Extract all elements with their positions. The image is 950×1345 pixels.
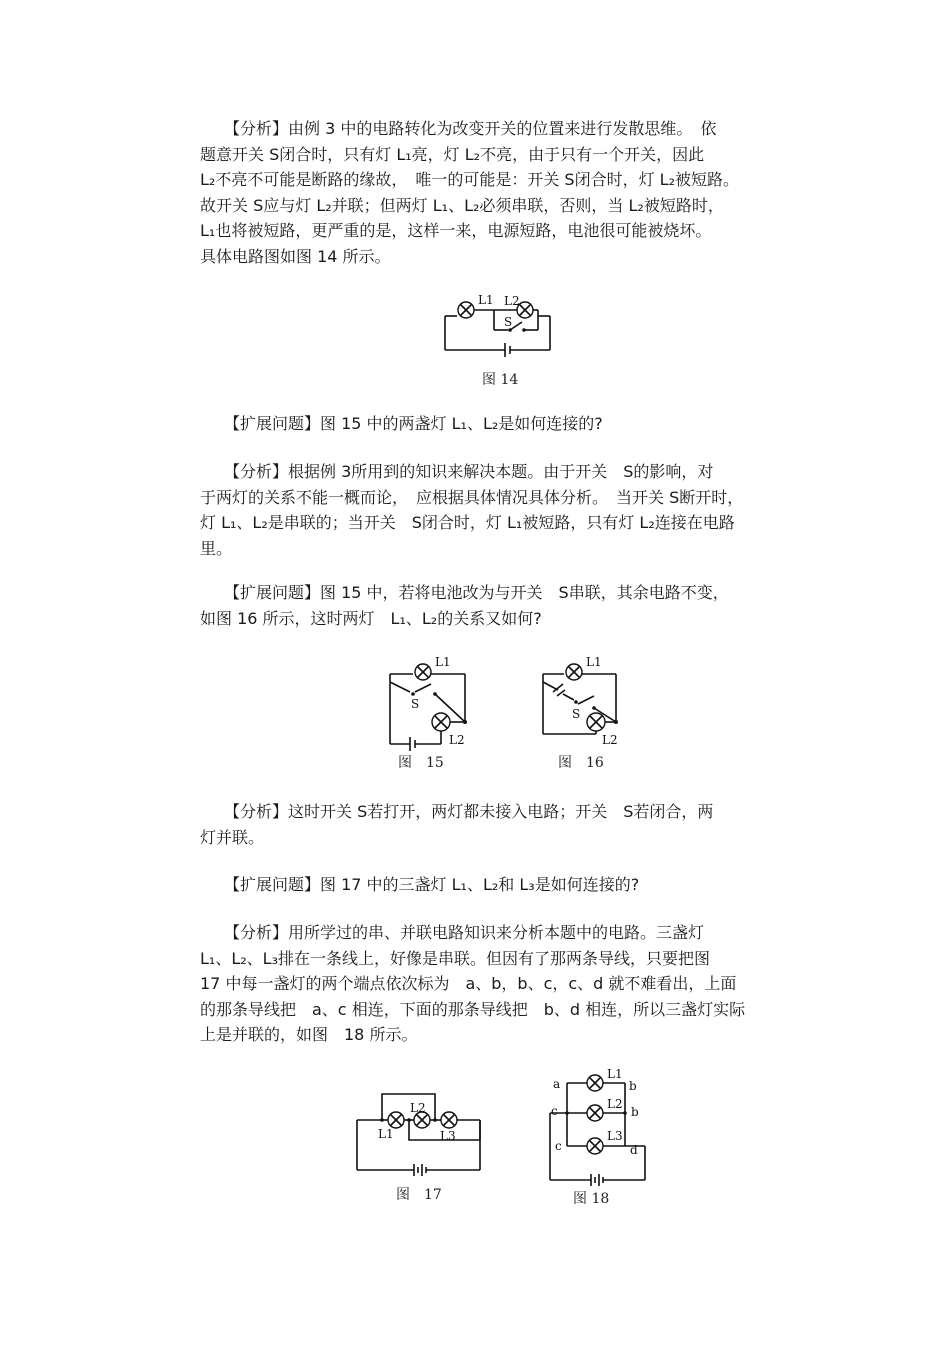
text-line: 具体电路图如图 14 所示。 — [200, 246, 391, 266]
circuit-figure-16 — [538, 652, 633, 752]
text-line: 【分析】根据例 3所用到的知识来解决本题。由于开关 S的影响，对 — [200, 462, 714, 481]
label-S: S — [411, 697, 420, 711]
label-L1: L1 — [586, 655, 602, 669]
circuit-figure-15 — [385, 652, 480, 752]
text-line: 【分析】用所学过的串、并联电路知识来分析本题中的电路。三盏灯 — [200, 923, 705, 942]
label-a: a — [553, 1077, 561, 1091]
text-line: 如图 16 所示，这时两灯 L₁、L₂的关系又如何? — [200, 608, 542, 628]
analysis-paragraph-2 — [200, 459, 806, 561]
figure-18-caption: 图 18 — [573, 1191, 610, 1207]
circuit-figure-14 — [440, 290, 560, 365]
analysis-paragraph-4 — [200, 920, 806, 1048]
analysis-paragraph-3 — [200, 799, 806, 850]
label-L1: L1 — [378, 1127, 394, 1141]
extension-question-1 — [200, 411, 806, 437]
label-L2: L2 — [607, 1097, 623, 1111]
circuit-figure-18 — [545, 1067, 655, 1190]
text-line: 【扩展问题】图 15 中的两盏灯 L₁、L₂是如何连接的? — [200, 414, 603, 433]
text-line: 灯 L₁、L₂是串联的；当开关 S闭合时，灯 L₁被短路，只有灯 L₂连接在电路 — [200, 513, 735, 532]
figure-16-caption: 图 16 — [558, 755, 604, 771]
text-line: 17 中每一盏灯的两个端点依次标为 a、b，b、c，c、d 就不难看出，上面 — [200, 974, 737, 993]
text-line: 【分析】由例 3 中的电路转化为改变开关的位置来进行发散思维。 依 — [200, 119, 717, 138]
text-line: L₁、L₂、L₃排在一条线上，好像是串联。但因有了那两条导线，只要把图 — [200, 948, 710, 968]
text-line: 故开关 S应与灯 L₂并联；但两灯 L₁、L₂必须串联，否则，当 L₂被短路时， — [200, 195, 724, 215]
label-c: c — [551, 1104, 558, 1118]
text-line: 灯并联。 — [200, 827, 265, 847]
text-line: 题意开关 S闭合时，只有灯 L₁亮，灯 L₂不亮，由于只有一个开关，因此 — [200, 144, 705, 164]
figure-15-caption: 图 15 — [398, 755, 444, 771]
text-line: 上是并联的，如图 18 所示。 — [200, 1025, 418, 1044]
text-line: 于两灯的关系不能一概而论， 应根据具体情况具体分析。 当开关 S断开时， — [200, 487, 744, 507]
label-b: b — [629, 1079, 637, 1093]
label-L3: L3 — [440, 1129, 456, 1143]
label-L2: L2 — [410, 1101, 426, 1115]
label-L2: L2 — [504, 294, 520, 308]
label-b: b — [631, 1105, 639, 1119]
text-line: L₁也将被短路，更严重的是，这样一来，电源短路，电池很可能被烧坏。 — [200, 221, 712, 240]
label-c: c — [555, 1139, 562, 1153]
analysis-paragraph-1 — [200, 116, 806, 269]
label-L2: L2 — [602, 733, 618, 747]
label-L1: L1 — [435, 655, 451, 669]
circuit-figure-17 — [352, 1088, 487, 1178]
label-d: d — [630, 1143, 638, 1157]
figure-14-caption: 图 14 — [482, 372, 519, 388]
text-line: L₂不亮不可能是断路的缘故， 唯一的可能是：开关 S闭合时，灯 L₂被短路。 — [200, 170, 739, 189]
label-S: S — [504, 315, 513, 329]
text-line: 【分析】这时开关 S若打开，两灯都未接入电路；开关 S若闭合，两 — [200, 802, 714, 821]
extension-question-2 — [200, 580, 806, 631]
label-L1: L1 — [478, 293, 494, 307]
text-line: 的那条导线把 a、c 相连，下面的那条导线把 b、d 相连，所以三盏灯实际 — [200, 999, 746, 1019]
text-line: 【扩展问题】图 15 中，若将电池改为与开关 S串联，其余电路不变， — [200, 583, 729, 602]
label-L1: L1 — [607, 1067, 623, 1081]
label-L3: L3 — [607, 1129, 623, 1143]
label-L2: L2 — [449, 733, 465, 747]
figure-17-caption: 图 17 — [396, 1187, 442, 1203]
extension-question-3 — [200, 872, 806, 898]
text-line: 【扩展问题】图 17 中的三盏灯 L₁、L₂和 L₃是如何连接的? — [200, 875, 640, 894]
label-S: S — [572, 707, 581, 721]
text-line: 里。 — [200, 538, 233, 558]
